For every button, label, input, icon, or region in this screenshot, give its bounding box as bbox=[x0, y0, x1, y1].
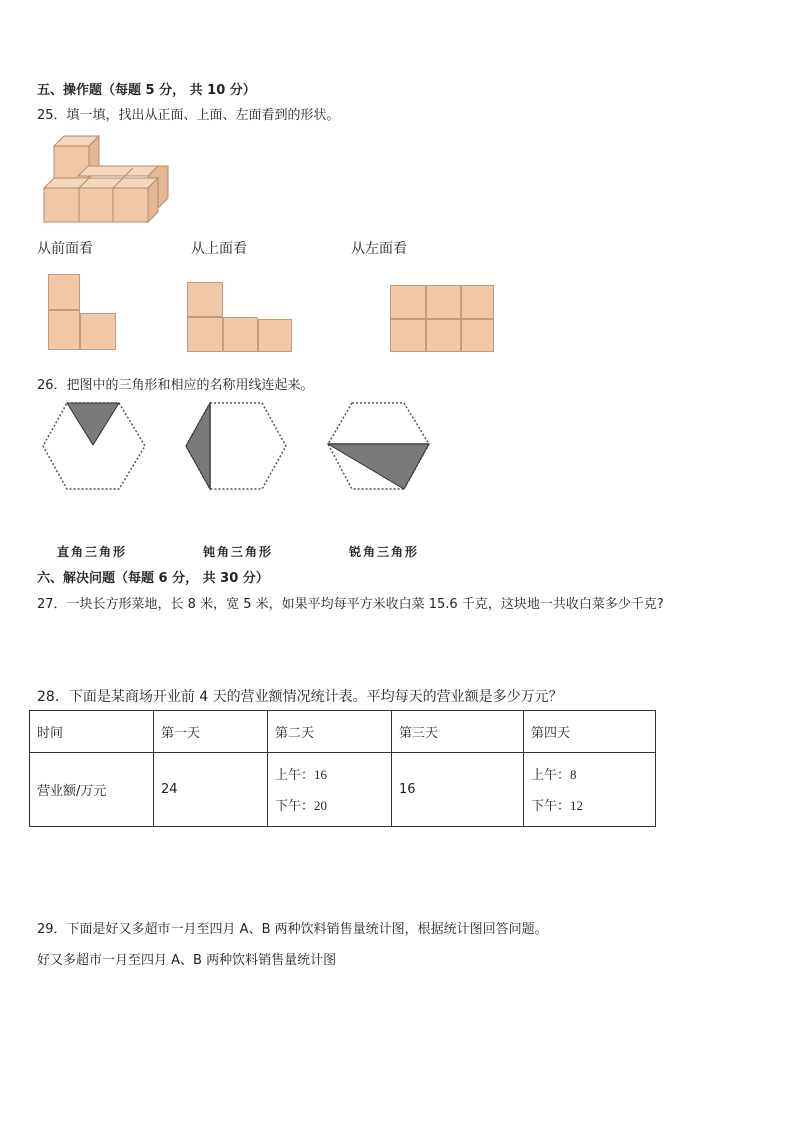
table-header-cell: 时间 bbox=[30, 711, 154, 753]
question-28-text: 28．下面是某商场开业前 4 天的营业额情况统计表。平均每天的营业额是多少万元？ bbox=[37, 689, 563, 705]
hexagon-figure-3 bbox=[325, 400, 435, 494]
hexagon-figure-2 bbox=[183, 400, 293, 494]
chart-title: 好又多超市一月至四月 A、B 两种饮料销售量统计图 bbox=[37, 953, 337, 968]
view-square bbox=[258, 319, 292, 352]
row-label-cell: 营业额/万元 bbox=[30, 753, 154, 827]
view-square bbox=[390, 319, 426, 352]
cube-front bbox=[44, 188, 79, 222]
revenue-table bbox=[29, 710, 656, 827]
view-square bbox=[426, 319, 461, 352]
view-square bbox=[461, 285, 494, 319]
left-view-label: 从左面看 bbox=[351, 241, 407, 257]
section-5-heading: 五、操作题（每题 5 分， 共 10 分） bbox=[37, 83, 256, 98]
view-square bbox=[80, 313, 116, 350]
shaded-triangle bbox=[186, 403, 210, 489]
view-square bbox=[461, 319, 494, 352]
view-square bbox=[187, 317, 223, 352]
view-square bbox=[426, 285, 461, 319]
day1-value: 24 bbox=[154, 753, 268, 827]
top-view-label: 从上面看 bbox=[191, 241, 247, 257]
shaded-triangle bbox=[328, 444, 429, 489]
day4-values bbox=[524, 753, 656, 827]
question-25-text: 25．填一填，找出从正面、上面、左面看到的形状。 bbox=[37, 108, 340, 123]
table-header-cell: 第三天 bbox=[392, 711, 524, 753]
cube-front bbox=[113, 188, 148, 222]
question-26-text: 26．把图中的三角形和相应的名称用线连起来。 bbox=[37, 378, 314, 393]
table-header-cell: 第二天 bbox=[268, 711, 392, 753]
day3-value: 16 bbox=[392, 753, 524, 827]
view-square bbox=[48, 310, 80, 350]
table-header-cell: 第一天 bbox=[154, 711, 268, 753]
view-square bbox=[390, 285, 426, 319]
triangle-name-obtuse: 钝角三角形 bbox=[203, 545, 274, 559]
triangle-name-acute: 锐角三角形 bbox=[349, 545, 420, 559]
day4-morning: 上午：8 bbox=[531, 766, 577, 782]
triangle-name-right: 直角三角形 bbox=[57, 545, 128, 559]
table-row bbox=[30, 753, 656, 827]
view-square bbox=[187, 282, 223, 317]
section-6-heading: 六、解决问题（每题 6 分， 共 30 分） bbox=[37, 571, 269, 586]
day2-values bbox=[268, 753, 392, 827]
day2-morning: 上午：16 bbox=[275, 766, 328, 782]
question-27-text: 27．一块长方形菜地，长 8 米，宽 5 米，如果平均每平方米收白菜 15.6 千克，这块地一共收白菜多少千克? bbox=[37, 597, 664, 612]
front-view-label: 从前面看 bbox=[37, 241, 93, 257]
shaded-triangle bbox=[67, 403, 119, 445]
table-header-row bbox=[30, 711, 656, 753]
view-square bbox=[48, 274, 80, 310]
cube-stack-figure bbox=[40, 132, 172, 226]
hexagon-figure-1 bbox=[40, 400, 150, 494]
cube-front bbox=[79, 188, 113, 222]
question-29-text: 29．下面是好又多超市一月至四月 A、B 两种饮料销售量统计图，根据统计图回答问题。 bbox=[37, 922, 548, 937]
view-square bbox=[223, 317, 258, 352]
day2-afternoon: 下午：20 bbox=[275, 797, 328, 813]
day4-afternoon: 下午：12 bbox=[531, 797, 584, 813]
table-header-cell: 第四天 bbox=[524, 711, 656, 753]
